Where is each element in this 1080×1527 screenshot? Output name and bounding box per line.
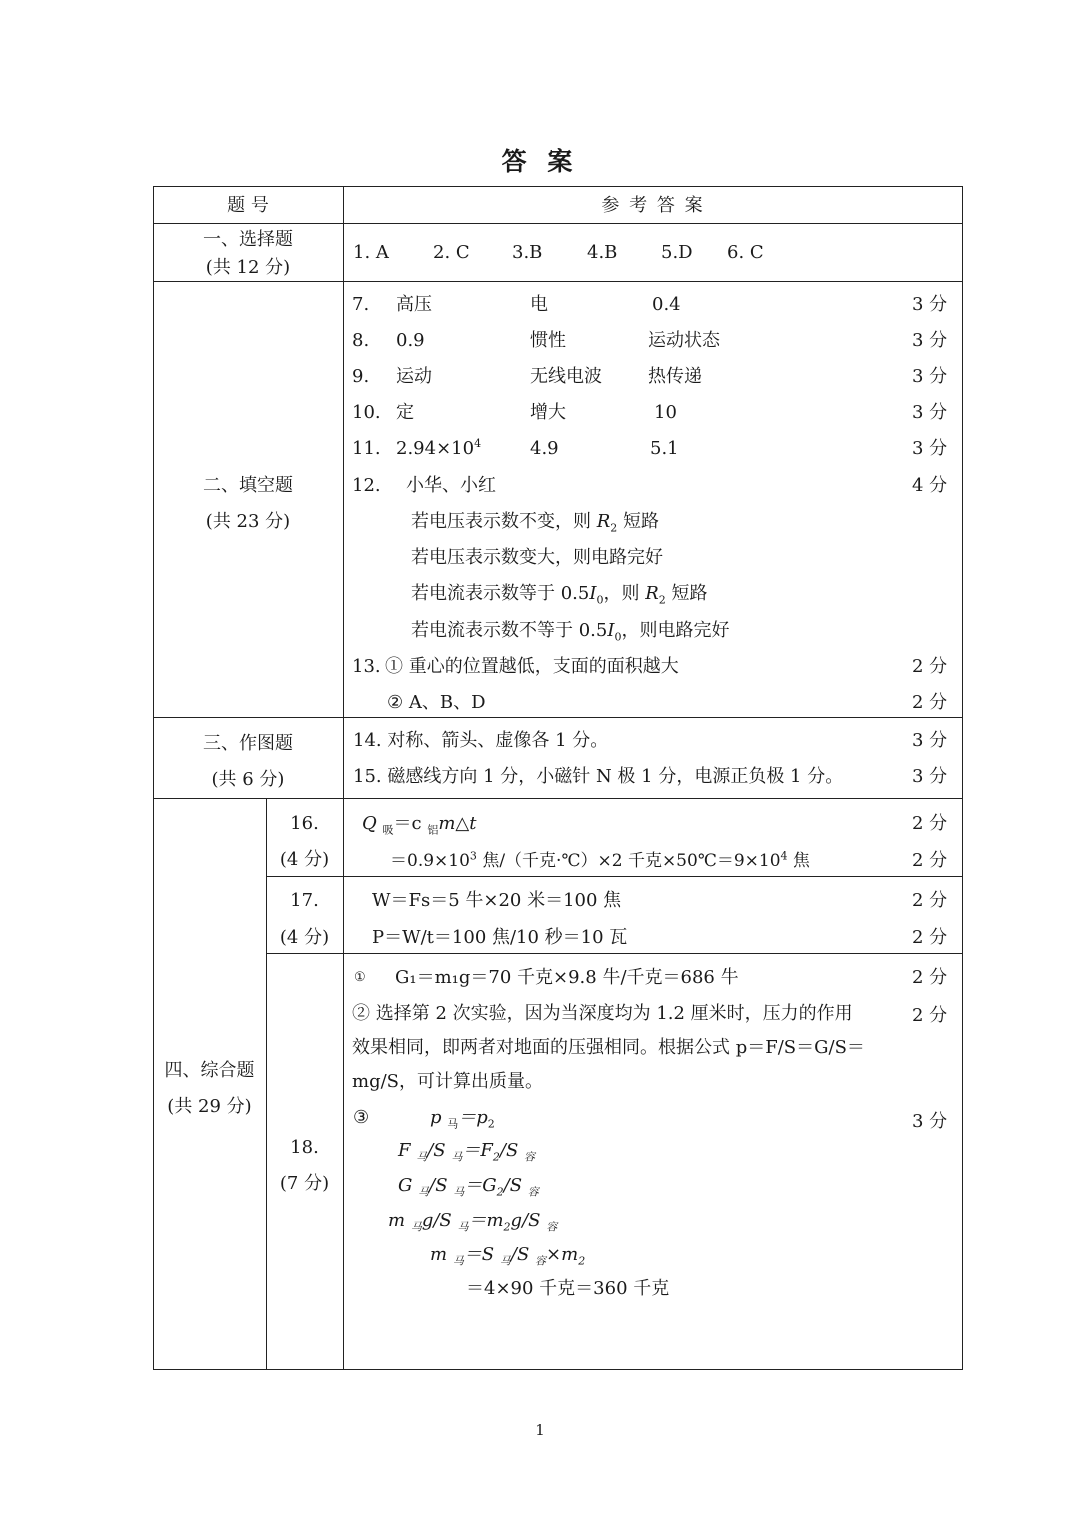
- score: 3 分: [912, 438, 948, 459]
- row-divider: [266, 953, 963, 954]
- answer-value: 电: [530, 294, 548, 315]
- score: 2 分: [912, 1005, 948, 1026]
- answer-line: ② A、B、D: [387, 692, 486, 713]
- formula-line: G₁＝m₁g＝70 千克×9.8 牛/千克＝686 牛: [395, 967, 739, 988]
- explanation-line: mg/S，可计算出质量。: [352, 1071, 543, 1092]
- score: 3 分: [912, 1111, 948, 1132]
- score: 2 分: [912, 813, 948, 834]
- section2-points: (共 23 分): [205, 511, 291, 532]
- question-number: 12.: [352, 475, 381, 496]
- answer-value: 惯性: [530, 330, 566, 351]
- score: 2 分: [912, 692, 948, 713]
- score: 2 分: [912, 656, 948, 677]
- mc-answer: 3.B: [512, 242, 543, 263]
- answer-line: 若电压表示数变大，则电路完好: [411, 547, 663, 568]
- mc-answer: 1. A: [353, 242, 389, 263]
- formula-line: Q $_吸$＝c $_铝$m△t: [362, 813, 477, 837]
- part-marker: ③: [353, 1107, 370, 1128]
- formula-line: P＝W/t＝100 焦/10 秒＝10 瓦: [372, 927, 628, 948]
- mc-answer: 2. C: [433, 242, 470, 263]
- row-divider: [153, 223, 963, 224]
- formula-line: m $_马$g/S $_马=m_2g/S$ $_容$: [388, 1210, 558, 1234]
- score: 3 分: [912, 730, 948, 751]
- question-number: 9.: [352, 366, 370, 387]
- question-number: 8.: [352, 330, 370, 351]
- answer-line: ① 重心的位置越低，支面的面积越大: [385, 656, 679, 677]
- answer-value: 高压: [396, 294, 432, 315]
- answer-value: 10: [654, 402, 677, 423]
- row-divider: [153, 281, 963, 282]
- score: 3 分: [912, 366, 948, 387]
- formula-line: m $_马$＝S $_马$/S $_容\times m_2$: [430, 1244, 586, 1268]
- answer-value: 热传递: [648, 366, 702, 387]
- part-marker: ①: [354, 970, 366, 985]
- section3-name: 三、作图题: [203, 733, 293, 754]
- score: 2 分: [912, 927, 948, 948]
- answer-value: 运动: [396, 366, 432, 387]
- question-number: 7.: [352, 294, 370, 315]
- question-number: 16.: [290, 813, 319, 834]
- mc-answer: 6. C: [727, 242, 764, 263]
- formula-line: p $_马=p_2$: [430, 1107, 495, 1131]
- answer-value: 4.9: [530, 438, 559, 459]
- explanation-line: 效果相同，即两者对地面的压强相同。根据公式 p＝F/S＝G/S＝: [352, 1037, 865, 1058]
- answer-value: 增大: [530, 402, 566, 423]
- question-number: 10.: [352, 402, 381, 423]
- answer-line: 15. 磁感线方向 1 分，小磁针 N 极 1 分，电源正负极 1 分。: [353, 766, 844, 787]
- question-points: (4 分): [279, 849, 330, 870]
- score: 2 分: [912, 850, 948, 871]
- formula-line: ＝4×90 千克＝360 千克: [466, 1278, 670, 1299]
- answer-value: 运动状态: [648, 330, 720, 351]
- question-number: 11.: [352, 438, 381, 459]
- answer-line: 若电压表示数不变，则 $R_2$ 短路: [411, 511, 660, 535]
- mc-answer: 5.D: [661, 242, 693, 263]
- section4-points: (共 29 分): [167, 1096, 252, 1117]
- explanation-line: ② 选择第 2 次实验，因为当深度均为 1.2 厘米时，压力的作用: [352, 1003, 853, 1024]
- row-divider: [153, 717, 963, 718]
- score: 3 分: [912, 402, 948, 423]
- score: 3 分: [912, 766, 948, 787]
- formula-line: $=0.9\times 10^3$ 焦/（千克·℃）×2 千克$\times 50℃=9\times 10^4$ 焦: [390, 849, 810, 871]
- formula-line: F $_马$/S $_马=F_2/S$ $_容$: [398, 1140, 536, 1164]
- section1-points: (共 12 分): [205, 257, 291, 278]
- row-divider: [266, 876, 963, 877]
- column-divider: [343, 186, 344, 1370]
- answer-line: 若电流表示数等于 $0.5I_0$，则 $R_2$ 短路: [411, 583, 708, 607]
- question-number: 17.: [290, 890, 319, 911]
- question-points: (7 分): [279, 1173, 330, 1194]
- header-reference-answer: 参 考 答 案: [601, 195, 705, 216]
- answer-value: 0.9: [396, 330, 425, 351]
- answer-line: 若电流表示数不等于 $0.5I_0$，则电路完好: [411, 620, 730, 644]
- answer-value: 0.4: [652, 294, 681, 315]
- question-number: 13.: [352, 656, 381, 677]
- answer-value: 定: [396, 402, 414, 423]
- formula-line: G $_马$/S $_马=G_2/S$ $_容$: [398, 1175, 539, 1199]
- page-title: 答 案: [501, 147, 579, 176]
- section4-name: 四、综合题: [164, 1060, 255, 1081]
- question-number: 18.: [290, 1137, 319, 1158]
- answer-value: $2.94\times 10^4$: [396, 437, 482, 459]
- section2-name: 二、填空题: [203, 475, 293, 496]
- answer-value: 5.1: [650, 438, 679, 459]
- section1-name: 一、选择题: [203, 229, 293, 250]
- formula-line: W＝Fs＝5 牛×20 米＝100 焦: [372, 890, 622, 911]
- score: 4 分: [912, 475, 948, 496]
- answer-value: 无线电波: [530, 366, 602, 387]
- question-points: (4 分): [279, 927, 330, 948]
- row-divider: [153, 798, 963, 799]
- page-number: 1: [535, 1421, 545, 1439]
- score: 3 分: [912, 294, 948, 315]
- column-divider: [266, 798, 267, 1370]
- score: 2 分: [912, 890, 948, 911]
- header-question-number: 题 号: [227, 195, 269, 216]
- answer-line: 14. 对称、箭头、虚像各 1 分。: [353, 730, 609, 751]
- score: 2 分: [912, 967, 948, 988]
- mc-answer: 4.B: [587, 242, 618, 263]
- answer-value: 小华、小红: [406, 475, 496, 496]
- section3-points: (共 6 分): [211, 769, 285, 790]
- score: 3 分: [912, 330, 948, 351]
